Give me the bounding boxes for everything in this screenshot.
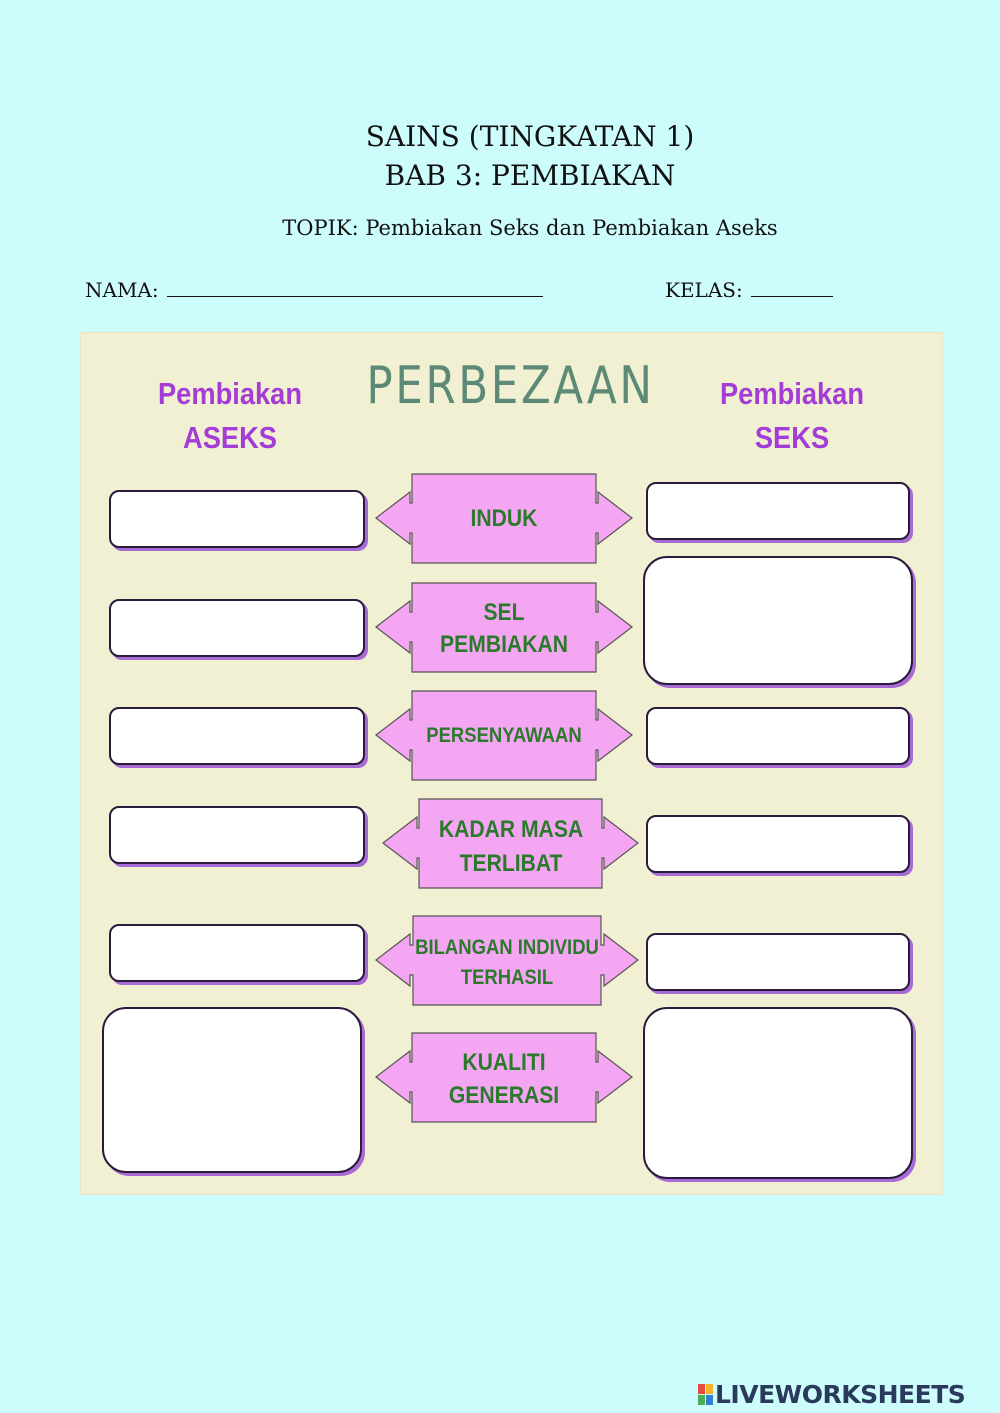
arrow-label-line: KUALITI: [462, 1049, 546, 1076]
arrow-label-sel-pembiakan: [423, 597, 585, 661]
aseks-heading-line2: ASEKS: [183, 420, 277, 455]
seks-heading-line1: Pembiakan: [719, 376, 865, 411]
arrow-label-line: BILANGAN INDIVIDU: [415, 936, 599, 959]
arrow-label-line: TERLIBAT: [459, 850, 563, 877]
arrow-label-persenyawaan: [416, 723, 592, 749]
topic-line: TOPIK: Pembiakan Seks dan Pembiakan Aseks: [282, 216, 778, 240]
class-label: KELAS:: [665, 278, 743, 302]
arrow-label-line: SEL: [483, 599, 525, 626]
arrow-label-kualiti-generasi: [423, 1046, 585, 1112]
arrow-label-line: KADAR MASA: [438, 816, 584, 843]
arrow-label-line: TERHASIL: [460, 966, 554, 989]
name-label: NAMA:: [85, 278, 159, 302]
seks-heading-line2: SEKS: [754, 420, 830, 455]
arrow-label-line: GENERASI: [448, 1082, 560, 1109]
arrow-label-line: PEMBIAKAN: [440, 631, 568, 658]
arrow-label-line: PERSENYAWAAN: [426, 724, 582, 747]
arrow-label-induk: [423, 505, 585, 533]
liveworksheets-logo-icon: [698, 1384, 713, 1405]
arrow-label-bilangan-individu: [407, 933, 608, 993]
worksheet-title: SAINS (TINGKATAN 1): [365, 120, 695, 153]
aseks-heading-line1: Pembiakan: [157, 376, 303, 411]
arrow-label-kadar-masa: [424, 813, 598, 881]
arrow-label-line: INDUK: [470, 505, 538, 532]
chapter-title: BAB 3: PEMBIAKAN: [384, 159, 676, 192]
liveworksheets-brand-text: LIVEWORKSHEETS: [715, 1379, 966, 1409]
perbezaan-heading: PERBEZAAN: [366, 356, 655, 416]
liveworksheets-logo: [698, 1378, 998, 1410]
